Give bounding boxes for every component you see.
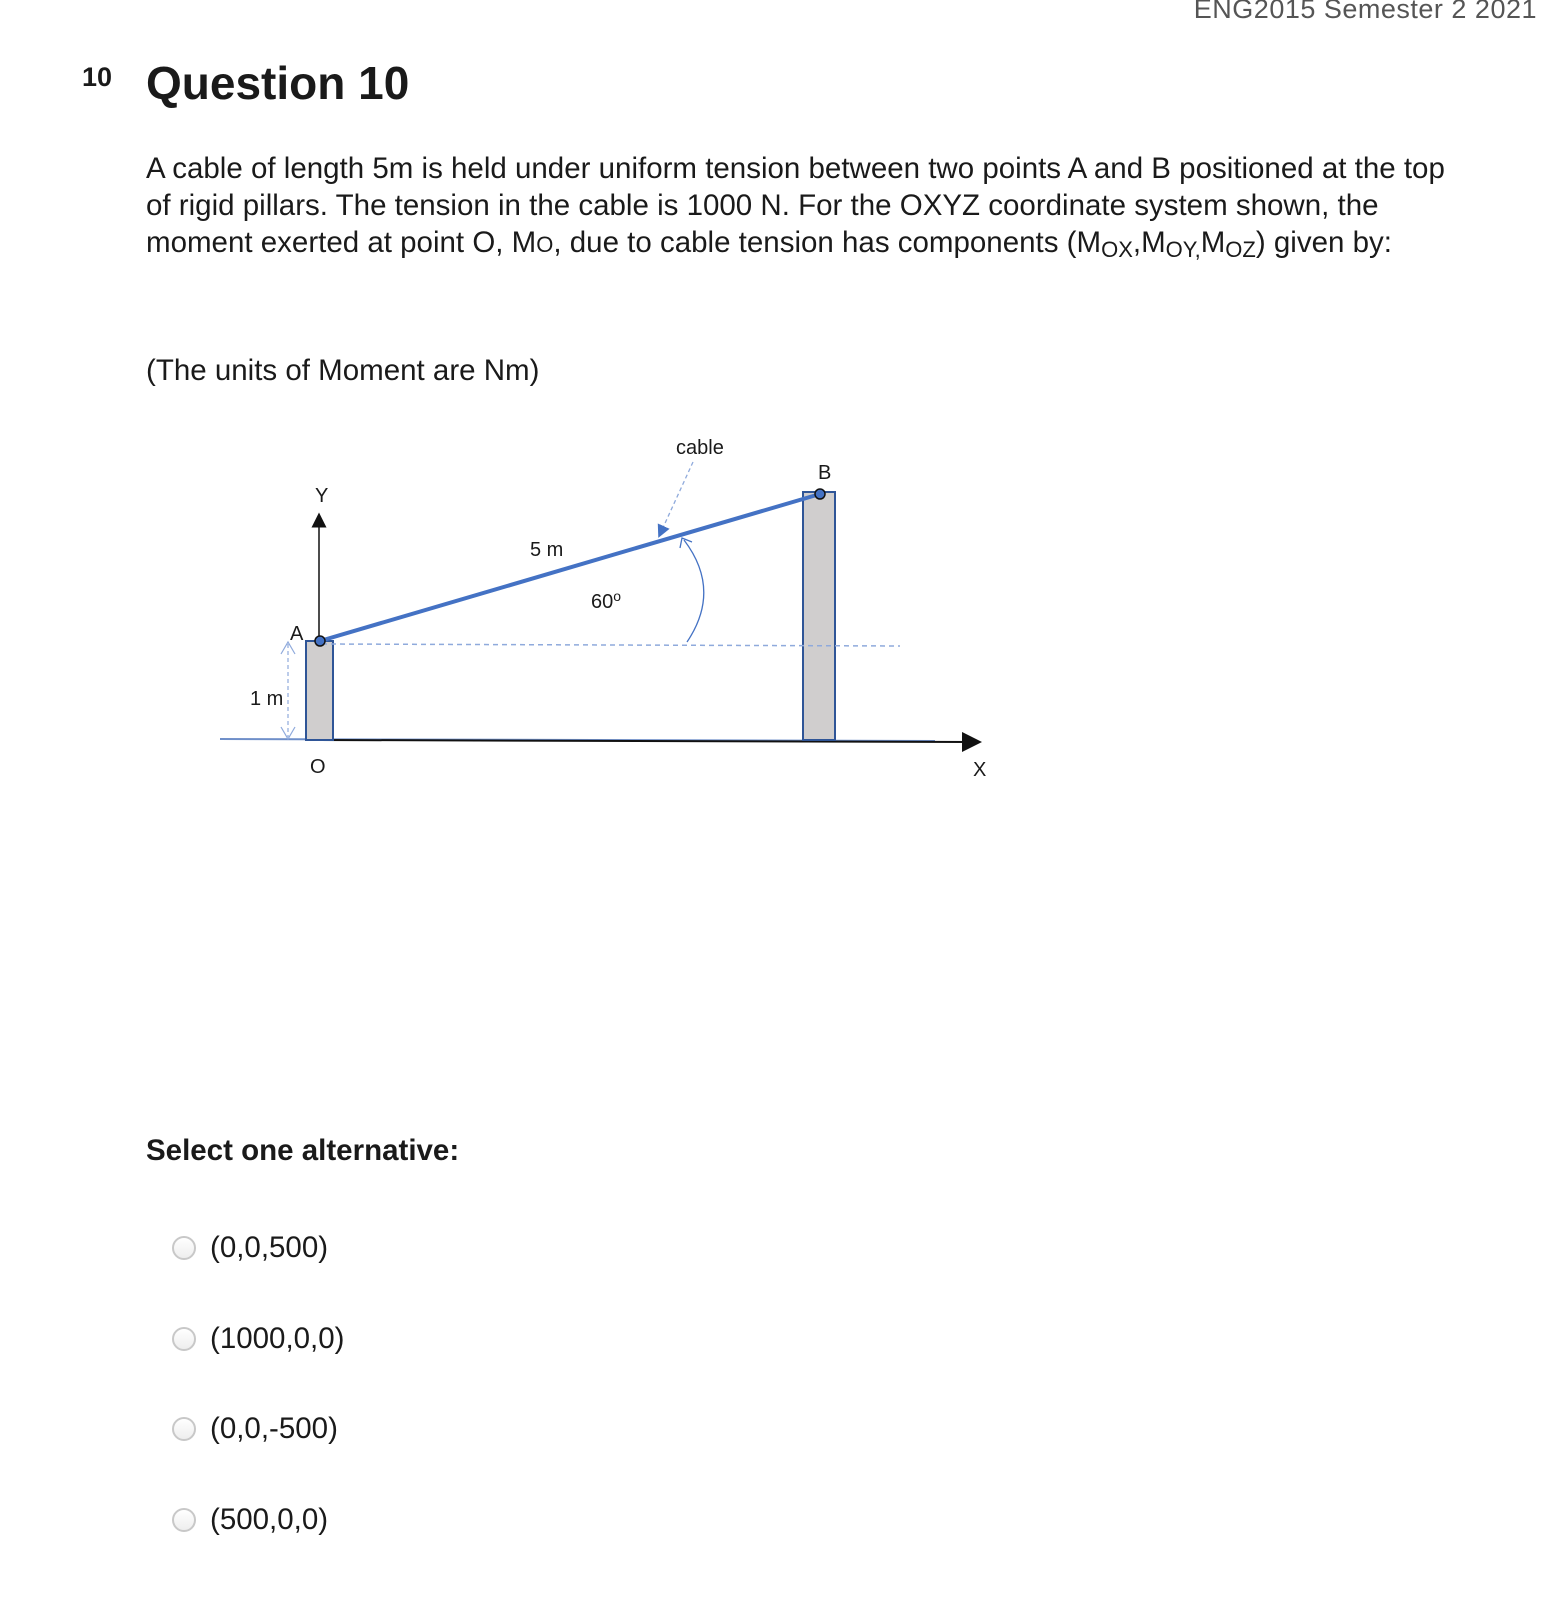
label-x: X: [973, 759, 987, 781]
radio-option-1[interactable]: [172, 1236, 196, 1260]
pillar-b: [803, 492, 835, 740]
option-1-label: (0,0,500): [210, 1231, 329, 1264]
label-cable: cable: [676, 437, 724, 459]
angle-degree: o: [613, 588, 622, 604]
cable-line: [320, 494, 820, 641]
course-header: ENG2015 Semester 2 2021: [1193, 0, 1537, 24]
point-b: [815, 489, 825, 499]
label-5m: 5 m: [530, 539, 564, 561]
pillar-a: [306, 641, 333, 740]
label-angle: [591, 588, 621, 613]
question-text-part3: ) given by:: [1255, 226, 1392, 259]
question-sep-1: ,M: [1132, 226, 1166, 259]
select-prompt: Select one alternative:: [146, 1134, 460, 1167]
option-1[interactable]: [172, 1231, 328, 1265]
question-number: 10: [82, 62, 113, 92]
option-2-label: (1000,0,0): [210, 1322, 345, 1355]
angle-arc: [684, 540, 704, 642]
label-o: O: [310, 756, 326, 778]
question-sep-2: M: [1200, 226, 1226, 259]
question-text-part2: , due to cable tension has components (M: [553, 226, 1102, 259]
label-a: A: [290, 623, 304, 645]
point-a: [315, 636, 325, 646]
cable-callout: [661, 462, 693, 532]
option-3-label: (0,0,-500): [210, 1412, 338, 1445]
option-4[interactable]: [172, 1503, 328, 1537]
radio-option-2[interactable]: [172, 1327, 196, 1351]
units-note: (The units of Moment are Nm): [146, 354, 540, 387]
radio-option-3[interactable]: [172, 1417, 196, 1441]
question-title: Question 10: [146, 57, 410, 109]
question-text-part1: A cable of length 5m is held under uniform tension between two points A and B positioned at the top of rigid pillars. The tension in the cable is 1000 N. For the OXYZ coordinate system shown, the moment exerted at point O, M: [146, 152, 1445, 259]
option-2[interactable]: [172, 1322, 344, 1356]
option-4-label: (500,0,0): [210, 1503, 329, 1536]
option-3[interactable]: [172, 1412, 338, 1446]
label-b: B: [818, 462, 832, 484]
angle-value: 60: [591, 591, 614, 613]
label-y: Y: [315, 485, 329, 507]
radio-option-4[interactable]: [172, 1508, 196, 1532]
question-sub-oy: OY,: [1165, 237, 1201, 262]
label-1m: 1 m: [250, 688, 284, 710]
question-sub-o: O: [536, 232, 554, 257]
question-sub-ox: OX: [1101, 237, 1133, 262]
question-sub-oz: OZ: [1225, 237, 1256, 262]
